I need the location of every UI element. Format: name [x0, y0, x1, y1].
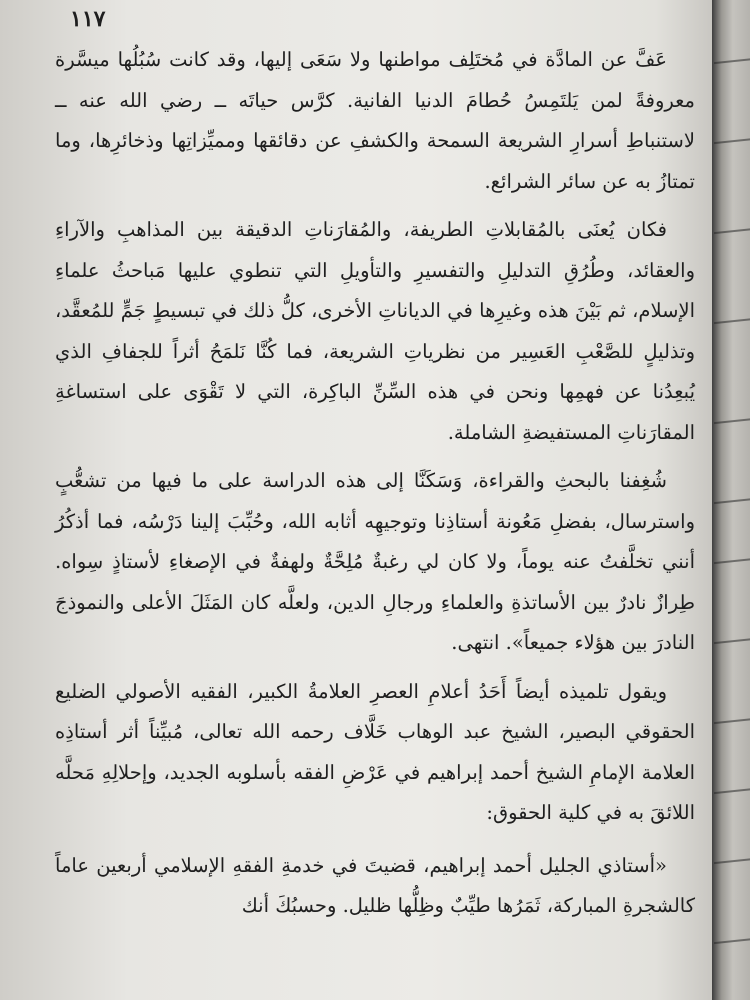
paragraph-5-quote: «أستاذي الجليل أحمد إبراهيم، قضيتَ في خدمةِ الفقهِ الإسلامي أربعين عاماً كالشجرةِ المباركة، ثَمَرُها طيِّبٌ وظِلُّها ظليل. وحسبُكَ أنك [55, 853, 695, 917]
adjacent-page-edge [712, 0, 750, 1000]
paragraph-2: فكان يُعنَى بالمُقابلاتِ الطريفة، والمُقارَناتِ الدقيقة بين المذاهبِ والآراءِ والعقائد، وطُرُقِ التدليلِ والتفسيرِ والتأويلِ التي تنطوي عليها مَباحثُ علماءِ الإسلام، ثم بَيْنَ هذه وغيرِها في الدياناتِ الأخرى، كلُّ ذلك في تبسيطٍ جَمٍّ للمُعقَّد، وتذليلٍ للصَّعْبِ العَسِير من نظرياتِ الشريعة، فما كُنَّا نَلمَحُ أثراً للجفافِ الذي يُبعِدُنا عن فهمِها ونحن في هذه السِّنِّ الباكِرة، التي لا تَقْوَى على استساغةِ المقارَناتِ المستفيضةِ الشاملة. [55, 218, 695, 444]
page-number: ١١٧ [70, 6, 106, 32]
paragraph-3: شُغِفنا بالبحثِ والقراءة، وَسَكَنَّا إلى هذه الدراسة على ما فيها من تشعُّبٍ واسترسال، بفضلِ مَعُونة أستاذِنا وتوجيهِه أثابه الله، وحُبِّبَ إلينا دَرْسُه، فما أذكُرُ أنني تخلَّفتُ عنه يوماً، ولا كان لي رغبةٌ مُلِحَّةٌ ولهفةٌ في الإصغاءِ لأستاذٍ سِواه. طِرازٌ نادرٌ بين الأساتذةِ والعلماءِ ورجالِ الدين، ولعلَّه كان المَثَلَ الأعلى والنموذجَ النادرَ بين هؤلاء جميعاً». انتهى. [55, 469, 695, 654]
paragraph-1: عَفَّ عن المادَّة في مُختَلِف مواطنها ولا سَعَى إليها، وقد كانت سُبُلُها ميسَّرة معروفةً لمن يَلتَمِسُ حُطامَ الدنيا الفانية. كرَّس حياتَه ــ رضي الله عنه ــ لاستنباطِ أسرارِ الشريعة السمحة والكشفِ عن دقائقها ومميِّزاتِها وذخائرِها، وما تمتازُ به عن سائر الشرائع. [55, 48, 695, 193]
paragraph-4: ويقول تلميذه أيضاً أَحَدُ أعلامِ العصرِ العلامةُ الكبير، الفقيه الأصولي الضليع الحقوقي البصير، الشيخ عبد الوهاب خَلَّاف رحمه الله تعالى، مُبيِّناً أثر أستاذِه العلامة الإمامِ الشيخ أحمد إبراهيم في عَرْضِ الفقه بأسلوبه الجديد، وإحلالِهِ مَحلَّه اللائقَ به في كلية الحقوق: [55, 679, 695, 824]
page-body-text [55, 40, 695, 927]
